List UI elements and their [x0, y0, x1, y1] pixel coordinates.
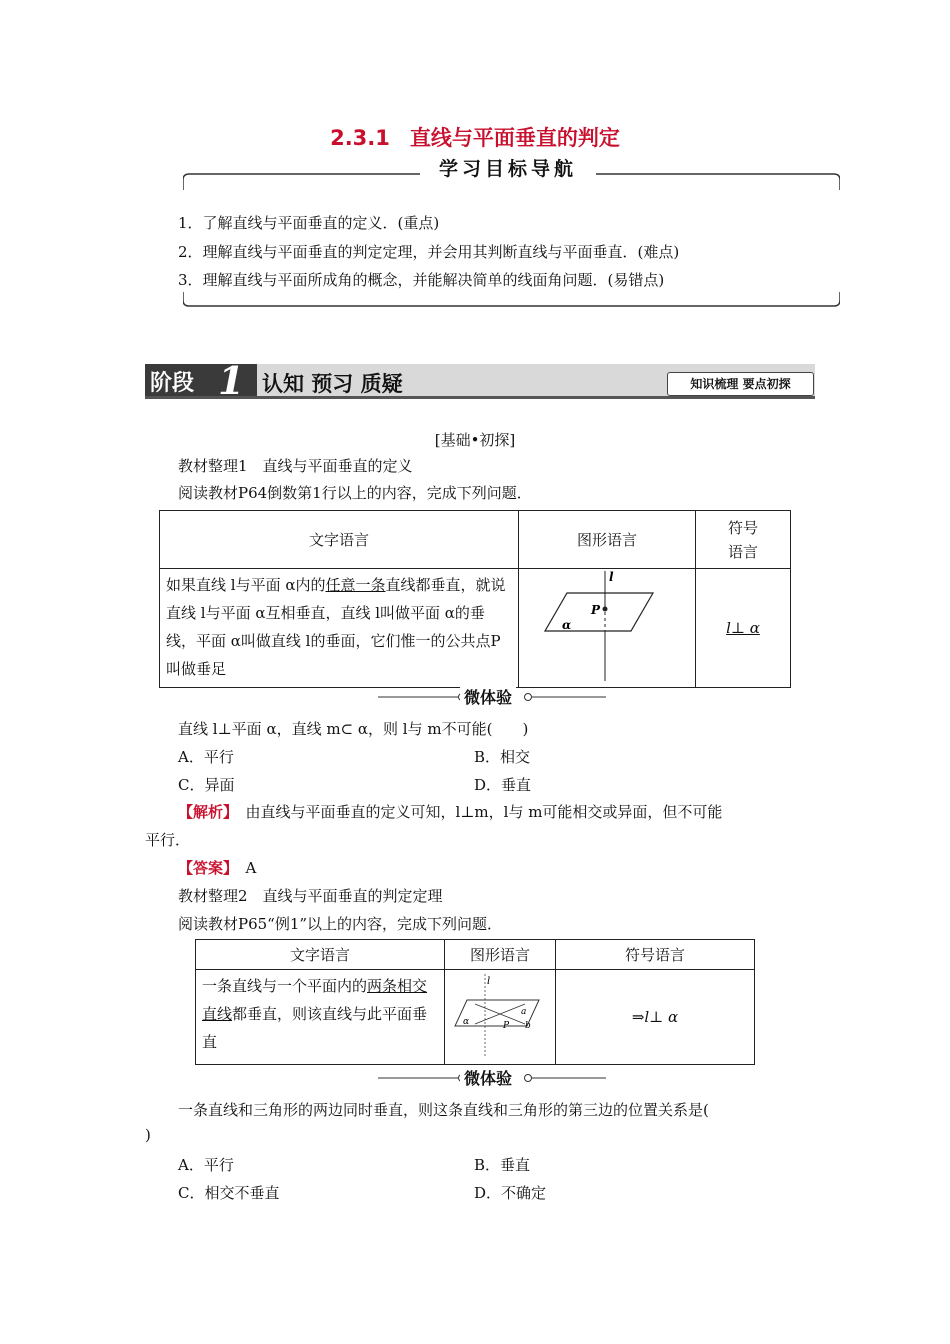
svg-text:P: P: [591, 603, 601, 617]
goal-item: 1．了解直线与平面垂直的定义．(重点): [178, 214, 440, 232]
exp2-option-b: B．垂直: [474, 1156, 531, 1174]
definition-symbol: l⊥ α: [696, 569, 791, 688]
material2-heading: 教材整理2 直线与平面垂直的判定定理: [178, 887, 443, 905]
plane-perpendicular-figure: [519, 569, 693, 683]
section-tag: [基础•初探]: [434, 431, 516, 449]
theorem-figure: [445, 970, 556, 1065]
table-header-figure: 图形语言: [445, 940, 556, 970]
table-header-text: 文字语言: [196, 940, 445, 970]
theorem-table: [195, 939, 755, 1065]
goal-heading: 学习目标导航: [420, 154, 596, 184]
svg-text:P: P: [503, 1021, 510, 1031]
exp2-question: 一条直线和三角形的两边同时垂直，则这条直线和三角形的第三边的位置关系是(: [178, 1101, 709, 1119]
section-number: 2.3.1: [330, 126, 390, 150]
exp1-option-a: A．平行: [178, 748, 234, 766]
svg-text:α: α: [562, 618, 572, 632]
svg-text:α: α: [463, 1017, 470, 1027]
stage-prefix: 阶段: [150, 371, 195, 396]
exp2-option-c: C．相交不垂直: [178, 1184, 280, 1202]
stage-title: 认知 预习 质疑: [262, 372, 403, 396]
theorem-symbol: ⇒l⊥ α: [556, 970, 755, 1065]
exp1-analysis-cont: 平行．: [145, 831, 191, 849]
analysis-label: 【解析】: [178, 803, 231, 821]
svg-text:b: b: [525, 1021, 531, 1031]
exp2-heading: 微体验: [460, 1066, 516, 1089]
stage-number: 1: [218, 358, 245, 403]
page-title: [0, 122, 950, 152]
section-title: 直线与平面垂直的判定: [409, 126, 620, 150]
exp1-analysis: 【解析】 由直线与平面垂直的定义可知，l⊥m，l与 m可能相交或异面，但不可能: [178, 803, 723, 821]
exp1-option-d: D．垂直: [474, 776, 532, 794]
table-header-text: 文字语言: [160, 511, 519, 569]
answer-label: 【答案】: [178, 859, 231, 877]
exp1-heading: 微体验: [460, 685, 516, 708]
exp2-question-cont: ): [145, 1126, 151, 1144]
exp2-option-d: D．不确定: [474, 1184, 547, 1202]
svg-text:l: l: [487, 976, 491, 987]
table-header-symbol: 符号 语言: [696, 511, 791, 569]
definition-figure: [519, 569, 696, 688]
definition-table: [159, 510, 791, 688]
exp1-answer: 【答案】 A: [178, 859, 257, 877]
exp1-option-c: C．异面: [178, 776, 235, 794]
exp1-option-b: B．相交: [474, 748, 531, 766]
material1-intro: 阅读教材P64倒数第1行以上的内容，完成下列问题．: [178, 484, 532, 502]
goal-item: 2．理解直线与平面垂直的判定定理，并会用其判断直线与平面垂直．(难点): [178, 243, 680, 261]
material1-heading: 教材整理1 直线与平面垂直的定义: [178, 457, 413, 475]
exp2-option-a: A．平行: [178, 1156, 234, 1174]
material2-intro: 阅读教材P65“例1”以上的内容，完成下列问题．: [178, 915, 503, 933]
goal-item: 3．理解直线与平面所成角的概念，并能解决简单的线面角问题．(易错点): [178, 271, 665, 289]
stage-badge: 知识梳理 要点初探: [667, 372, 814, 396]
intersecting-lines-figure: [445, 970, 553, 1060]
theorem-text: 一条直线与一个平面内的两条相交直线都垂直，则该直线与此平面垂直: [196, 970, 445, 1065]
svg-text:l: l: [609, 570, 614, 584]
table-header-symbol: 符号语言: [556, 940, 755, 970]
definition-text: 如果直线 l与平面 α内的任意一条直线都垂直，就说直线 l与平面 α互相垂直，直线 l叫做平面 α的垂线，平面 α叫做直线 l的垂面，它们惟一的公共点P叫做垂足: [160, 569, 519, 688]
svg-text:a: a: [521, 1007, 527, 1017]
exp1-question: 直线 l⊥平面 α，直线 m⊂ α，则 l与 m不可能( ): [178, 720, 529, 738]
table-header-figure: 图形语言: [519, 511, 696, 569]
